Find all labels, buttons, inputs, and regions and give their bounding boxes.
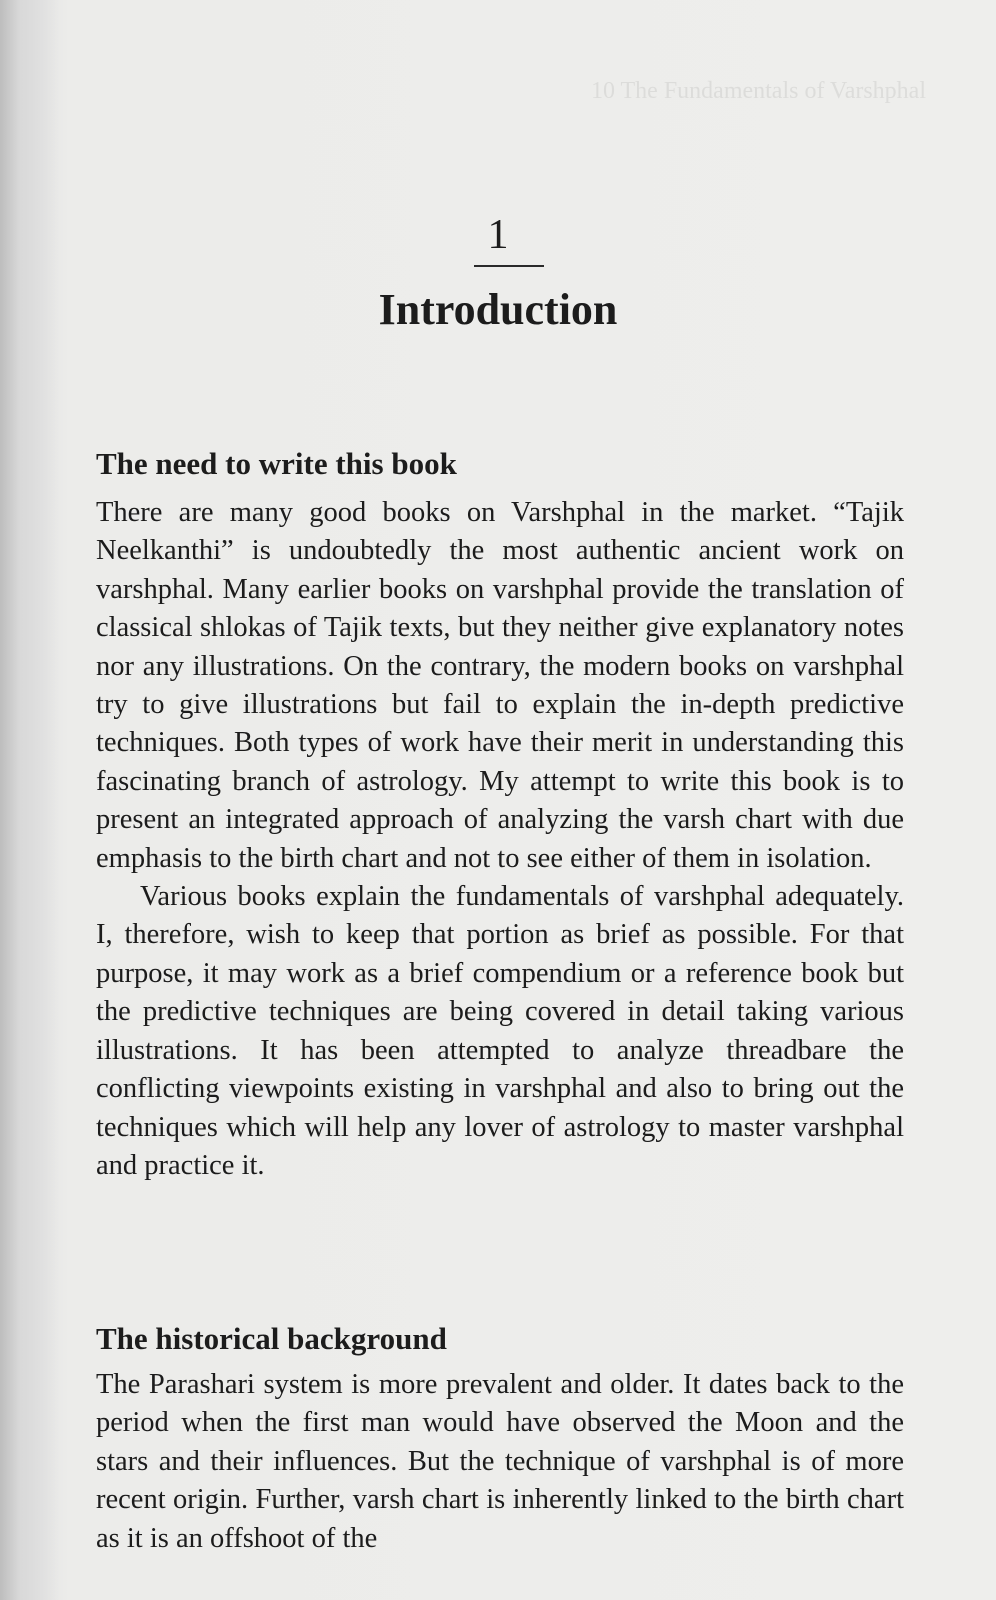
paragraph: There are many good books on Varshphal in the market. “Tajik Neelkanthi” is undoubtedly the most authentic ancient work on varshphal. Many earlier books on varshphal provide the translation of classical shlokas of Tajik texts, but they neither give explanatory notes nor any illustrations. On the contrary, the modern books on varshphal try to give illustrations but fail to explain the in-depth predictive techniques. Both types of work have their merit in understanding this fascinating branch of astrology. My attempt to write this book is to present an integrated approach of analyzing the varsh chart with due emphasis to the birth chart and not to see either of them in isolation. (96, 497, 904, 874)
section-heading-need: The need to write this book (96, 446, 457, 481)
section-body-historical (96, 1366, 904, 1558)
section-body-need (96, 494, 904, 1185)
paragraph: The Parashari system is more prevalent and older. It dates back to the period when the first man would have observed the Moon and the stars and their influences. But the technique of varshphal is of more recent origin. Further, varsh chart is inherently linked to the birth chart as it is an offshoot of the (96, 1369, 904, 1554)
chapter-title: Introduction (378, 285, 618, 334)
bleed-through-header: 10 The Fundamentals of Varshphal (590, 78, 926, 104)
paragraph: Various books explain the fundamentals of varshphal adequately. I, therefore, wish to keep that portion as brief as possible. For that purpose, it may work as a brief compendium or a reference book but the predictive techniques are being covered in detail taking various illustrations. It has been attempted to analyze threadbare the conflicting viewpoints existing in varshphal and also to bring out the techniques which will help any lover of astrology to master varshphal and practice it. (96, 881, 904, 1181)
section-heading-historical: The historical background (96, 1321, 447, 1356)
chapter-number: 1 (487, 212, 509, 258)
chapter-rule (474, 265, 544, 267)
